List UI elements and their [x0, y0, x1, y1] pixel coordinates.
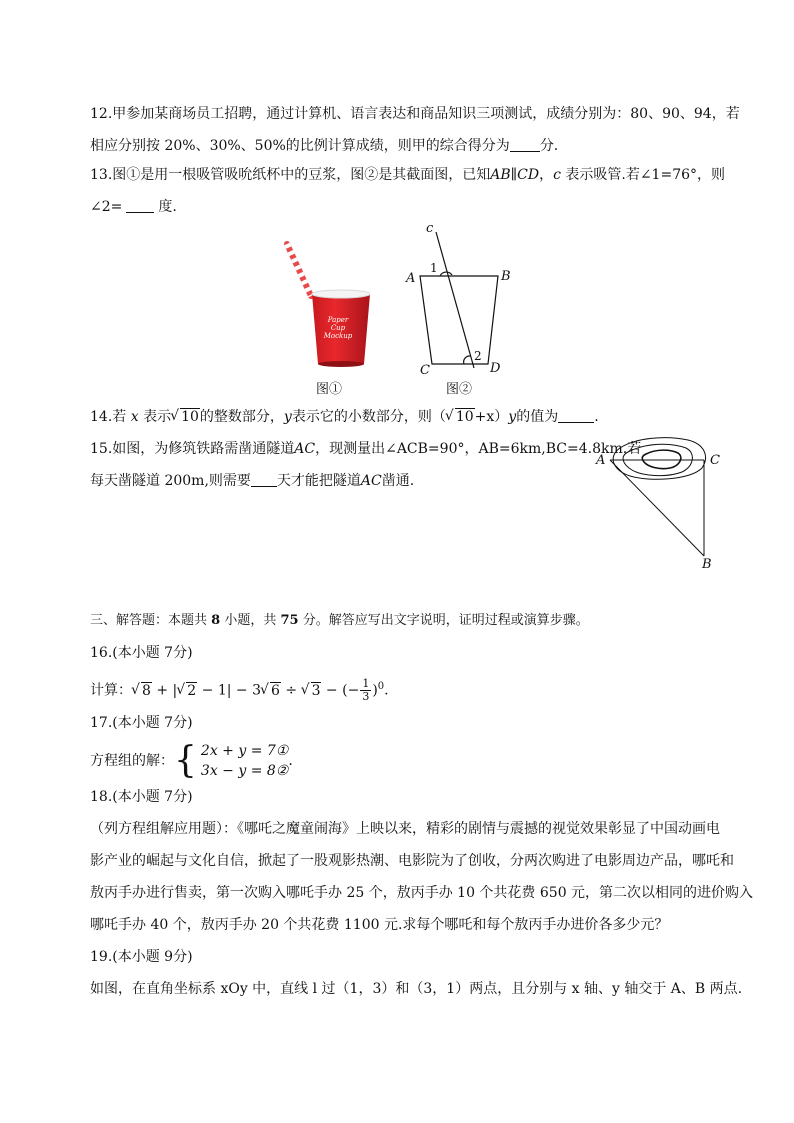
section-3-text [90, 613, 589, 628]
q14-text-2: 表示 [143, 409, 172, 425]
sqrt-6 [261, 673, 281, 709]
q15-line-2 [90, 465, 590, 497]
q12-line-1: 12.甲参加某商场员工招聘，通过计算机、语言表达和商品知识三项测试，成绩分别为：80、90、94，若 [90, 106, 740, 122]
section-3-heading [90, 605, 714, 637]
q14-x: x [130, 409, 139, 425]
q16-op-4: − (− [321, 682, 360, 699]
radicand-8: 8 [142, 682, 151, 699]
q13-text: 13.图①是用一根吸管吸吮纸杯中的豆浆，图②是其截面图，已知 [90, 167, 491, 183]
equation-system [201, 741, 288, 781]
q14-y-2: y [508, 409, 517, 425]
sqrt-2 [177, 673, 197, 709]
q18-line-1: （列方程组解应用题）：《哪吒之魔童闹海》上映以来，精彩的剧情与震撼的视觉效果彰显了中国动画电 [90, 821, 720, 837]
q14-period: . [594, 409, 599, 425]
q17-label: 方程组的解： [90, 753, 174, 769]
fraction-denominator: 3 [362, 690, 370, 704]
q16-expression [90, 669, 714, 709]
q13-text-2: 表示吸管.若∠1=76°，则 [560, 167, 726, 183]
q19-header: 19.(本小题 9分) [90, 949, 193, 965]
radicand-6: 6 [271, 682, 280, 699]
label-c: c [426, 221, 434, 236]
q16-op-3: ÷ [280, 682, 302, 699]
fig2-caption: 图② [446, 382, 473, 397]
fraction-one-third [360, 678, 371, 703]
fig1-caption: 图① [316, 382, 343, 397]
question-17 [90, 707, 714, 783]
cross-section-figure [400, 218, 515, 378]
question-19 [90, 941, 743, 1005]
cup-text-3: Mockup [323, 332, 353, 340]
cup-text-1: Paper [327, 316, 349, 324]
q14-y: y [283, 409, 292, 425]
q13-unit: 度. [158, 199, 177, 215]
q14-text-3: 的整数部分， [199, 409, 284, 425]
q15-ac-2: AC [360, 473, 382, 489]
radicand-3: 3 [311, 682, 321, 699]
sqrt-10-b [446, 401, 475, 433]
sqrt-radicand: 10 [181, 409, 199, 425]
q13-c: c [553, 167, 561, 183]
q17-period: . [288, 753, 293, 769]
sqrt-8 [132, 673, 152, 709]
q15-text-5: 凿通. [381, 473, 415, 489]
label-C: C [420, 363, 430, 378]
answer-blank [510, 135, 540, 152]
label-C: C [710, 453, 720, 468]
q16-op-2: − 1| − 3 [197, 682, 261, 699]
q15-text-3: 每天凿隧道 200m,则需要 [90, 473, 251, 489]
q12-line-2-text: 相应分别按 20%、30%、50%的比例计算成绩，则甲的综合得分为 [90, 138, 510, 154]
question-14 [90, 401, 714, 433]
q13-comma: ， [539, 167, 554, 183]
q14-text-1: 14.若 [90, 409, 127, 425]
section-3-mid: 小题，共 [224, 613, 277, 628]
sqrt-3 [302, 673, 322, 709]
label-B: B [702, 557, 712, 572]
cup-text-2: Cup [330, 324, 346, 332]
label-angle-1: 1 [430, 261, 438, 275]
fraction-numerator: 1 [362, 677, 370, 691]
paper-cup-figure [280, 236, 380, 370]
q16-period: . [384, 682, 389, 699]
equation-2: 3x − y = 8② [200, 763, 289, 779]
q15-text-1: 15.如图，为修筑铁路需凿通隧道 [90, 441, 295, 457]
section-3-pre: 三、解答题：本题共 [90, 613, 208, 628]
answer-blank [251, 470, 277, 487]
mountain-contour-inner [642, 450, 681, 469]
q14-text-5: +x） [474, 409, 509, 425]
cup-section-outline [420, 276, 498, 364]
label-A: A [406, 271, 416, 286]
q18-line-2: 影产业的崛起与文化自信，掀起了一股观影热潮、电影院为了创收，分两次购进了电影周边产品，哪吒和 [90, 853, 734, 869]
sqrt-radicand-b: 10 [455, 409, 474, 425]
question-16 [90, 637, 714, 709]
q13-ab-parallel-cd: AB∥CD [490, 167, 540, 183]
q15-ac: AC [294, 441, 316, 457]
angle-2-arc [464, 356, 470, 364]
q16-paren: ) [372, 682, 378, 699]
q15-text-4: 天才能把隧道 [276, 473, 361, 489]
q17-header: 17.(本小题 7分) [90, 715, 193, 731]
tunnel-triangle-figure [590, 436, 730, 572]
left-brace: { [174, 740, 197, 781]
q14-text-6: 的值为 [516, 409, 559, 425]
q14-line [90, 401, 714, 433]
q12-line-2 [90, 130, 714, 162]
label-D: D [490, 361, 501, 376]
q18-header: 18.(本小题 7分) [90, 789, 193, 805]
q18-line-3: 敖丙手办进行售卖，第一次购入哪吒手办 25 个，敖丙手办 10 个共花费 650 元，第二次以相同的进价购入 [90, 885, 754, 901]
q14-text-4: 表示它的小数部分，则（ [291, 409, 446, 425]
section-3-score: 75 [280, 613, 299, 628]
sqrt-10 [171, 401, 200, 433]
q15-text-2: ，现测量出∠ACB=90°，AB=6km,BC=4.8km.若 [315, 441, 642, 457]
answer-blank [558, 406, 594, 423]
q16-op-1: + | [151, 682, 178, 699]
section-3-post: 分。解答应写出文字说明，证明过程或演算步骤。 [302, 613, 589, 628]
q15-line-1 [90, 433, 642, 465]
q17-system [90, 739, 714, 783]
q12-line-2-end: 分. [539, 138, 559, 154]
q18-line-4: 哪吒手办 40 个，敖丙手办 20 个共花费 1100 元.求每个哪吒和每个敖丙手办进价各多少元？ [90, 917, 669, 933]
section-3-count: 8 [211, 613, 221, 628]
q13-line-1 [90, 159, 726, 191]
straw-icon [287, 244, 311, 296]
label-angle-2: 2 [474, 349, 482, 363]
straw-line-c [436, 232, 474, 368]
answer-blank [126, 196, 154, 213]
q16-label: 计算： [90, 682, 132, 699]
q16-header: 16.(本小题 7分) [90, 645, 193, 661]
q13-angle-2: ∠2= [90, 199, 123, 215]
question-13 [90, 159, 726, 223]
question-15 [90, 433, 642, 497]
label-A: A [596, 453, 606, 468]
question-18 [90, 781, 754, 941]
equation-1: 2x + y = 7① [200, 743, 289, 759]
label-B: B [501, 269, 511, 284]
question-12 [90, 98, 740, 162]
exponent-zero: 0 [377, 681, 385, 692]
q19-line: 如图，在直角坐标系 xOy 中，直线 l 过（1，3）和（3，1）两点，且分别与 x 轴、y 轴交于 A、B 两点. [90, 981, 743, 997]
radicand-2: 2 [187, 682, 197, 699]
